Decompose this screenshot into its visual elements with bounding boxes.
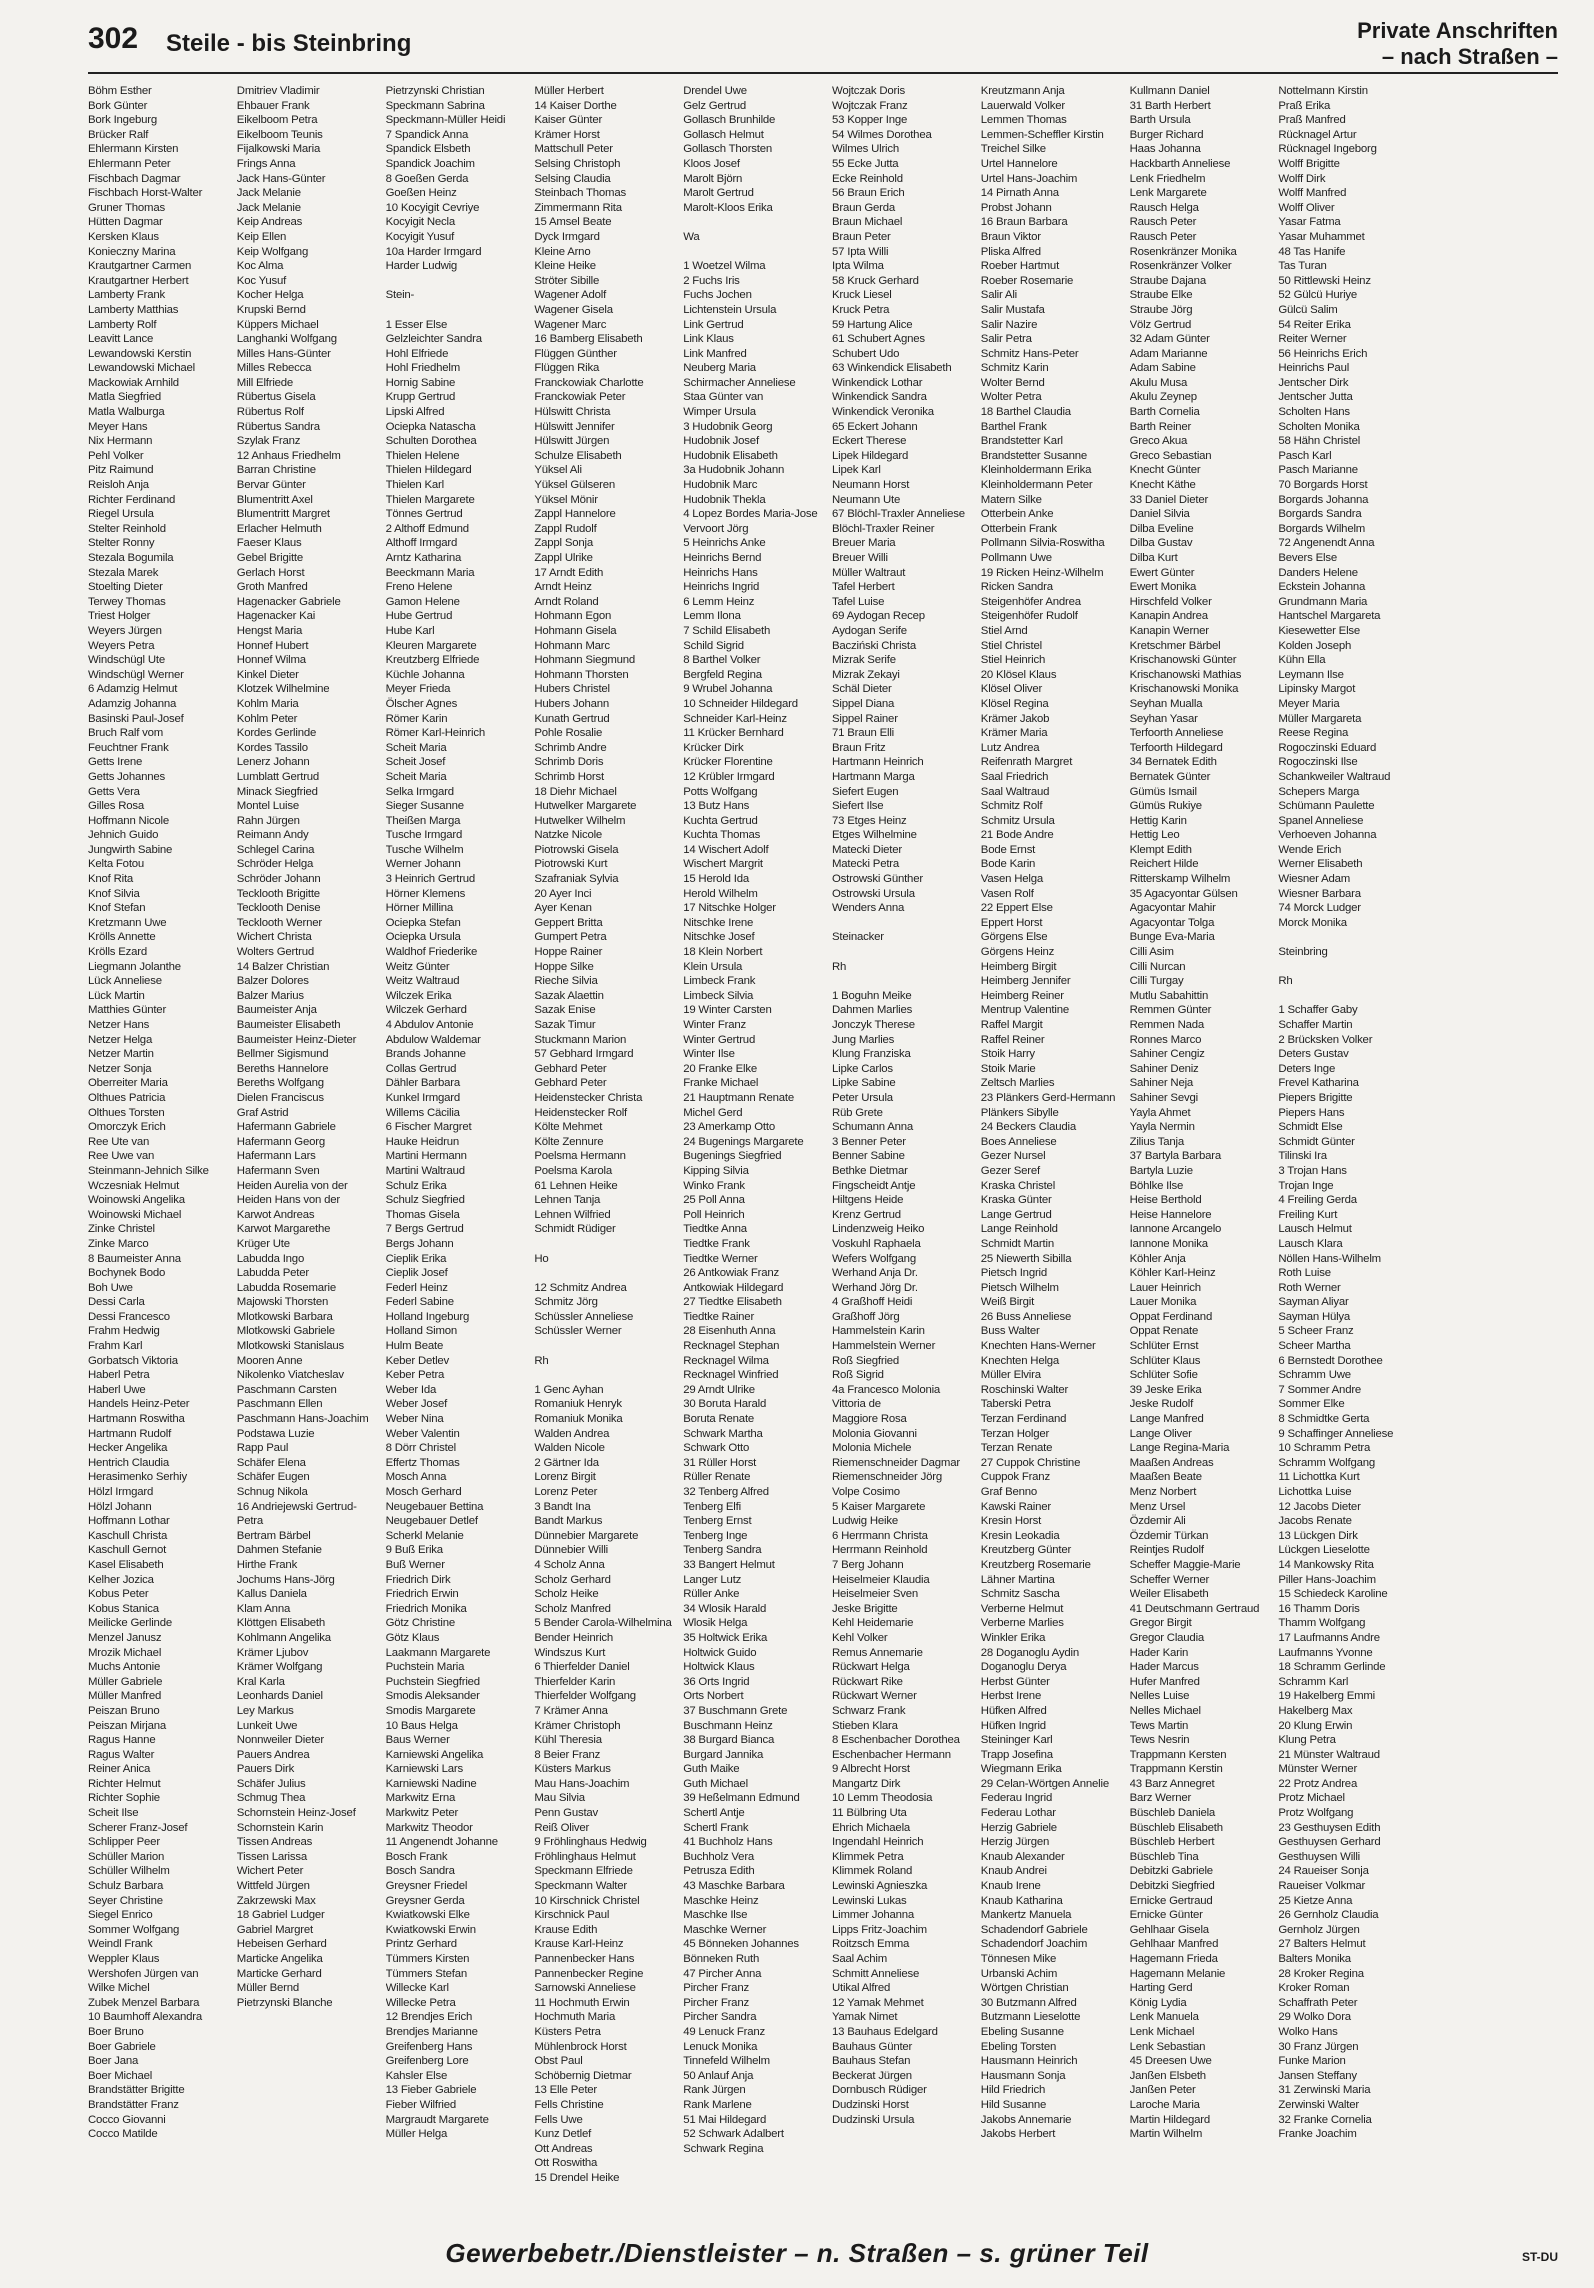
directory-column-4: Müller Herbert 14 Kaiser Dorthe Kaiser Günter Krämer Horst Mattschull Peter Selsing Christoph Selsing Claudia Steinbach Thomas Zimmermann Rita 15 Amsel Beate Dyck Irmgard Kleine Arno Kleine Heike Ströter Sibille Wagener Adolf Wagener Gisela Wagener Marc 16 Bamberg Elisabeth Flüggen Günther Flüggen Rika Franckowiak Charlotte Franckowiak Peter Hülswitt Christa Hülswitt Jennifer Hülswitt Jürgen Schulze Elisabeth Yüksel Ali Yüksel Gülseren Yüksel Mönir Zappl Hannelore Zappl Rudolf Zappl Sonja Zappl Ulrike 17 Arndt Edith Arndt Heinz Arndt Roland Hohmann Egon Hohmann Gisela Hohmann Marc Hohmann Siegmund Hohmann Thorsten Hubers Christel Hubers Johann Kunath Gertrud Pohle Rosalie Schrimb Andre Schrimb Doris Schrimb Horst 18 Diehr Michael Hutwelker Margarete Hutwelker Wilhelm Natzke Nicole Piotrowski Gisela Piotrowski Kurt Szafraniak Sylvia 20 Ayer Inci Ayer Kenan Geppert Britta Gumpert Petra Hoppe Rainer Hoppe Silke Rieche Silvia Sazak Alaettin Sazak Enise Sazak Timur Stuckmann Marion 57 Gebhard Irmgard Gebhard Peter Gebhard Peter Heidenstecker Christa Heidenstecker Rolf Költe Mehmet Költe Zennure Poelsma Hermann Poelsma Karola 61 Lehnen Heike Lehnen Tanja Lehnen Wilfried Schmidt Rüdiger Ho 12 Schmitz Andrea Schmitz Jörg Schüssler Anneliese Schüssler Werner Rh 1 Genc Ayhan Romaniuk Henryk Romaniuk Monika Walden Andrea Walden Nicole 2 Gärtner Ida Lorenz Birgit Lorenz Peter 3 Bandt Ina Bandt Markus Dünnebier Margarete Dünnebier Willi 4 Scholz Anna Scholz Gerhard Scholz Heike Scholz Manfred 5 Bender Carola-Wilhelmina Bender Heinrich Windszus Kurt 6 Thierfelder Daniel Thierfelder Karin Thierfelder Wolfgang 7 Krämer Anna Krämer Christoph Kühl Theresia 8 Beier Franz Küsters Markus Mau Hans-Joachim Mau Silvia Penn Gustav Reiß Oliver 9 Fröhlinghaus Hedwig Fröhlinghaus Helmut Speckmann Elfriede Speckmann Walter 10 Kirschnick Christel Kirschnick Paul Krause Edith Krause Karl-Heinz Pannenbecker Hans Pannenbecker Regine Sarnowski Anneliese 11 Hochmuth Erwin Hochmuth Maria Küsters Petra Mühlenbrock Horst Obst Paul Schöbernig Dietmar 13 Elle Peter Fells Christine Fells Uwe Kunz Detlef Ott Andreas Ott Roswitha 15 Drendel Heike (534, 85, 672, 2184)
footer-note: Gewerbebetr./Dienstleister – n. Straßen – s. grüner Teil (445, 2238, 1149, 2268)
directory-column-7: Kreutzmann Anja Lauerwald Volker Lemmen Thomas Lemmen-Scheffler Kirstin Treichel Silke Urtel Hannelore Urtel Hans-Joachim 14 Pirnath Anna Probst Johann 16 Braun Barbara Braun Viktor Pliska Alfred Roeber Hartmut Roeber Rosemarie Salir Ali Salir Mustafa Salir Nazire Salir Petra Schmitz Hans-Peter Schmitz Karin Wolter Bernd Wolter Petra 18 Barthel Claudia Barthel Frank Brandstetter Karl Brandstetter Susanne Kleinholdermann Erika Kleinholdermann Peter Matern Silke Otterbein Anke Otterbein Frank Pollmann Silvia-Roswitha Pollmann Uwe 19 Ricken Heinz-Wilhelm Ricken Sandra Steigenhöfer Andrea Steigenhöfer Rudolf Stiel Arnd Stiel Christel Stiel Heinrich 20 Klösel Klaus Klösel Oliver Klösel Regina Krämer Jakob Krämer Maria Lutz Andrea Reifenrath Margret Saal Friedrich Saal Waltraud Schmitz Rolf Schmitz Ursula 21 Bode Andre Bode Ernst Bode Karin Vasen Helga Vasen Rolf 22 Eppert Else Eppert Horst Görgens Else Görgens Heinz Heimberg Birgit Heimberg Jennifer Heimberg Reiner Mentrup Valentine Raffel Margit Raffel Reiner Stoik Harry Stoik Marie Zeltsch Marlies 23 Plänkers Gerd-Hermann Plänkers Sibylle 24 Beckers Claudia Boes Anneliese Gezer Nursel Gezer Seref Kraska Christel Kraska Günter Lange Gertrud Lange Reinhold Schmidt Martin 25 Niewerth Sibilla Pietsch Ingrid Pietsch Wilhelm Weiß Birgit 26 Buss Anneliese Buss Walter Knechten Hans-Werner Knechten Helga Müller Elvira Roschinski Walter Taberski Petra Terzan Ferdinand Terzan Holger Terzan Renate 27 Cuppok Christine Cuppok Franz Graf Benno Kawski Rainer Kresin Horst Kresin Leokadia Kreutzberg Günter Kreutzberg Rosemarie Lähner Martina Schmitz Sascha Verberne Helmut Verberne Marlies Winkler Erika 28 Doganoglu Aydin Doganoglu Derya Herbst Günter Herbst Irene Hüfken Alfred Hüfken Ingrid Steininger Karl Trapp Josefina Wiegmann Erika 29 Celan-Wörtgen Annelie Federau Ingrid Federau Lothar Herzig Gabriele Herzig Jürgen Knaub Alexander Knaub Andrei Knaub Irene Knaub Katharina Mankertz Manuela Schadendorf Gabriele Schadendorf Joachim Tönnesen Mike Urbanski Achim Wörtgen Christian 30 Butzmann Alfred Butzmann Lieselotte Ebeling Susanne Ebeling Torsten Hausmann Heinrich Hausmann Sonja Hild Friedrich Hild Susanne Jakobs Annemarie Jakobs Herbert (980, 85, 1116, 2141)
directory-column-1: Böhm Esther Bork Günter Bork Ingeburg Brücker Ralf Ehlermann Kirsten Ehlermann Peter Fischbach Dagmar Fischbach Horst-Walter Gruner Thomas Hütten Dagmar Kersken Klaus Konieczny Marina Krautgartner Carmen Krautgartner Herbert Lamberty Frank Lamberty Matthias Lamberty Rolf Leavitt Lance Lewandowski Kerstin Lewandowski Michael Mackowiak Arnhild Matla Siegfried Matla Walburga Meyer Hans Nix Hermann Pehl Volker Pitz Raimund Reisloh Anja Richter Ferdinand Riegel Ursula Stelter Reinhold Stelter Ronny Stezala Bogumila Stezala Marek Stoelting Dieter Terwey Thomas Triest Holger Weyers Jürgen Weyers Petra Windschügl Ute Windschügl Werner 6 Adamzig Helmut Adamzig Johanna Basinski Paul-Josef Bruch Ralf vom Feuchtner Frank Getts Irene Getts Johannes Getts Vera Gilles Rosa Hoffmann Nicole Jehnich Guido Jungwirth Sabine Kelta Fotou Knof Rita Knof Silvia Knof Stefan Kretzmann Uwe Krölls Annette Krölls Ezard Liegmann Jolanthe Lück Anneliese Lück Martin Matthies Günter Netzer Hans Netzer Helga Netzer Martin Netzer Sonja Oberreiter Maria Olthues Patricia Olthues Torsten Omorczyk Erich Ree Ute van Ree Uwe van Steinmann-Jehnich Silke Wczesniak Helmut Woinowski Angelika Woinowski Michael Zinke Christel Zinke Marco 8 Baumeister Anna Bochynek Bodo Boh Uwe Dessi Carla Dessi Francesco Frahm Hedwig Frahm Karl Gorbatsch Viktoria Haberl Petra Haberl Uwe Handels Heinz-Peter Hartmann Roswitha Hartmann Rudolf Hecker Angelika Hentrich Claudia Herasimenko Serhiy Hölzl Irmgard Hölzl Johann Hoffmann Lothar Kaschull Christa Kaschull Gernot Kasel Elisabeth Kelher Jozica Kobus Peter Kobus Stanica Meilicke Gerlinde Menzel Janusz Mrozik Michael Muchs Antonie Müller Gabriele Müller Manfred Peiszan Bruno Peiszan Mirjana Ragus Hanne Ragus Walter Reiner Anica Richter Helmut Richter Sophie Scheit Ilse Scherer Franz-Josef Schlipper Peer Schüller Marion Schüller Wilhelm Schulz Barbara Seyer Christine Siegel Enrico Sommer Wolfgang Weindl Frank Weppler Klaus Wershofen Jürgen van Wilke Michel Zubek Menzel Barbara 10 Baumhoff Alexandra Boer Bruno Boer Gabriele Boer Jana Boer Michael Brandstätter Brigitte Brandstätter Franz Cocco Giovanni Cocco Matilde (88, 85, 209, 2141)
directory-column-6: Wojtczak Doris Wojtczak Franz 53 Kopper Inge 54 Wilmes Dorothea Wilmes Ulrich 55 Ecke Jutta Ecke Reinhold 56 Braun Erich Braun Gerda Braun Michael Braun Peter 57 Ipta Willi Ipta Wilma 58 Kruck Gerhard Kruck Liesel Kruck Petra 59 Hartung Alice 61 Schubert Agnes Schubert Udo 63 Winkendick Elisabeth Winkendick Lothar Winkendick Sandra Winkendick Veronika 65 Eckert Johann Eckert Therese Lipek Hildegard Lipek Karl Neumann Horst Neumann Ute 67 Blöchl-Traxler Anneliese Blöchl-Traxler Reiner Breuer Maria Breuer Willi Müller Waltraut Tafel Herbert Tafel Luise 69 Aydogan Recep Aydogan Serife Bacziński Christa Mizrak Serife Mizrak Zekayi Schäl Dieter Sippel Diana Sippel Rainer 71 Braun Elli Braun Fritz Hartmann Heinrich Hartmann Marga Siefert Eugen Siefert Ilse 73 Etges Heinz Etges Wilhelmine Matecki Dieter Matecki Petra Ostrowski Günther Ostrowski Ursula Wenders Anna Steinacker Rh 1 Boguhn Meike Dahmen Marlies Jonczyk Therese Jung Marlies Klung Franziska Lipke Carlos Lipke Sabine Peter Ursula Rüb Grete Schumann Anna 3 Benner Peter Benner Sabine Bethke Dietmar Fingscheidt Antje Hiltgens Heide Krenz Gertrud Lindenzweig Heiko Voskuhl Raphaela Wefers Wolfgang Werhand Anja Dr. Werhand Jörg Dr. 4 Graßhoff Heidi Graßhoff Jörg Hammelstein Karin Hammelstein Werner Roß Siegfried Roß Sigrid 4a Francesco Molonia Vittoria de Maggiore Rosa Molonia Giovanni Molonia Michele Riemenschneider Dagmar Riemenschneider Jörg Volpe Cosimo 5 Kaiser Margarete Ludwig Heike 6 Herrmann Christa Herrmann Reinhold 7 Berg Johann Heiselmeier Klaudia Heiselmeier Sven Jeske Brigitte Kehl Heidemarie Kehl Volker Remus Annemarie Rückwart Helga Rückwart Rike Rückwart Werner Schwarz Frank Stieben Klara 8 Eschenbacher Dorothea Eschenbacher Hermann 9 Albrecht Horst Mangartz Dirk 10 Lemm Theodosia 11 Bülbring Uta Ehrich Michaela Ingendahl Heinrich Klimmek Petra Klimmek Roland Lewinski Agnieszka Lewinski Lukas Limmer Johanna Lipps Fritz-Joachim Roitzsch Emma Saal Achim Schmitt Anneliese Utikal Alfred 12 Yamak Mehmet Yamak Nimet 13 Bauhaus Edelgard Bauhaus Günter Bauhaus Stefan Beckerat Jürgen Dornbusch Rüdiger Dudzinski Horst Dudzinski Ursula (832, 85, 965, 2126)
directory-column-2: Dmitriev Vladimir Ehbauer Frank Eikelboom Petra Eikelboom Teunis Fijalkowski Maria Frings Anna Jack Hans-Günter Jack Melanie Jack Melanie Keip Andreas Keip Ellen Keip Wolfgang Koc Alma Koc Yusuf Kocher Helga Krupski Bernd Küppers Michael Langhanki Wolfgang Milles Hans-Günter Milles Rebecca Mill Elfriede Rübertus Gisela Rübertus Rolf Rübertus Sandra Szylak Franz 12 Anhaus Friedhelm Barran Christine Bervar Günter Blumentritt Axel Blumentritt Margret Erlacher Helmuth Faeser Klaus Gebel Brigitte Gerlach Horst Groth Manfred Hagenacker Gabriele Hagenacker Kai Hengst Maria Honnef Hubert Honnef Wilma Kinkel Dieter Klotzek Wilhelmine Kohlm Maria Kohlm Peter Kordes Gerlinde Kordes Tassilo Lenerz Johann Lumblatt Gertrud Minack Siegfried Montel Luise Rahn Jürgen Reimann Andy Schlegel Carina Schröder Helga Schröder Johann Tecklooth Brigitte Tecklooth Denise Tecklooth Werner Wichert Christa Wolters Gertrud 14 Balzer Christian Balzer Dolores Balzer Marius Baumeister Anja Baumeister Elisabeth Baumeister Heinz-Dieter Bellmer Sigismund Bereths Hannelore Bereths Wolfgang Dielen Franciscus Graf Astrid Hafermann Gabriele Hafermann Georg Hafermann Lars Hafermann Sven Heiden Aurelia von der Heiden Hans von der Karwot Andreas Karwot Margarethe Krüger Ute Labudda Ingo Labudda Peter Labudda Rosemarie Majowski Thorsten Mlotkowski Barbara Mlotkowski Gabriele Mlotkowski Stanislaus Mooren Anne Nikolenko Viatcheslav Paschmann Carsten Paschmann Ellen Paschmann Hans-Joachim Podstawa Luzie Rapp Paul Schäfer Elena Schäfer Eugen Schnug Nikola 16 Andriejewski Gertrud-Petra Bertram Bärbel Dahmen Stefanie Hirthe Frank Jochums Hans-Jörg Kallus Daniela Klam Anna Klöttgen Elisabeth Kohlmann Angelika Krämer Ljubov Krämer Wolfgang Kral Karla Leonhards Daniel Ley Markus Lunkeit Uwe Nonnweiler Dieter Pauers Andrea Pauers Dirk Schäfer Julius Schmug Thea Schornstein Heinz-Josef Schornstein Karin Tissen Andreas Tissen Larissa Wichert Peter Wittfeld Jürgen Zakrzewski Max 18 Gabriel Ludger Gabriel Margret Hebeisen Gerhard Marticke Angelika Marticke Gerhard Müller Bernd Pietrzynski Blanche (236, 85, 369, 2009)
footer-code: ST-DU (1522, 2250, 1558, 2264)
directory-column-3: Pietrzynski Christian Speckmann Sabrina Speckmann-Müller Heidi 7 Spandick Anna Spandick Elsbeth Spandick Joachim 8 Goeßen Gerda Goeßen Heinz 10 Kocyigit Cevriye Kocyigit Necla Kocyigit Yusuf 10a Harder Irmgard Harder Ludwig Stein- 1 Esser Else Gelzleichter Sandra Hohl Elfriede Hohl Friedhelm Hornig Sabine Krupp Gertrud Lipski Alfred Ociepka Natascha Schulten Dorothea Thielen Helene Thielen Hildegard Thielen Karl Thielen Margarete Tönnes Gertrud 2 Althoff Edmund Althoff Irmgard Arntz Katharina Beeckmann Maria Freno Helene Gamon Helene Hube Gertrud Hube Karl Kleuren Margarete Kreutzberg Elfriede Küchle Johanna Meyer Frieda Ölscher Agnes Römer Karin Römer Karl-Heinrich Scheit Maria Scheit Josef Scheit Maria Selka Irmgard Sieger Susanne Theißen Marga Tusche Irmgard Tusche Wilhelm Werner Johann 3 Heinrich Gertrud Hörner Klemens Hörner Millina Ociepka Stefan Ociepka Ursula Waldhof Friederike Weitz Günter Weitz Waltraud Wilczek Erika Wilczek Gerhard 4 Abdulov Antonie Abdulow Waldemar Brands Johanne Collas Gertrud Dähler Barbara Kunkel Irmgard Willems Cäcilia 6 Fischer Margret Hauke Heidrun Martini Hermann Martini Waltraud Schulz Erika Schulz Siegfried Thomas Gisela 7 Bergs Gertrud Bergs Johann Cieplik Erika Cieplik Josef Federl Heinz Federl Sabine Holland Ingeburg Holland Simon Hulm Beate Keber Detlev Keber Petra Weber Ida Weber Josef Weber Nina Weber Valentin 8 Dörr Christel Effertz Thomas Mosch Anna Mosch Gerhard Neugebauer Bettina Neugebauer Detlef Scherkl Melanie 9 Buß Erika Buß Werner Friedrich Dirk Friedrich Erwin Friedrich Monika Götz Christine Götz Klaus Laakmann Margarete Puchstein Maria Puchstein Siegfried Smodis Aleksander Smodis Margarete 10 Baus Helga Baus Werner Karniewski Angelika Karniewski Lars Karniewski Nadine Markwitz Erna Markwitz Peter Markwitz Theodor 11 Angenendt Johanne Bosch Frank Bosch Sandra Greysner Friedel Greysner Gerda Kwiatkowski Elke Kwiatkowski Erwin Printz Gerhard Tümmers Kirsten Tümmers Stefan Willecke Karl Willecke Petra 12 Brendjes Erich Brendjes Marianne Greifenberg Hans Greifenberg Lore Kahsler Else 13 Fieber Gabriele Fieber Wilfried Margraudt Margarete Müller Helga (385, 85, 506, 2141)
page-number: 302 (88, 22, 139, 55)
header-right-line1: Private Anschriften (1357, 18, 1558, 43)
header-rule (88, 72, 1558, 74)
directory-column-8: Kullmann Daniel 31 Barth Herbert Barth Ursula Burger Richard Haas Johanna Hackbarth Anneliese Lenk Friedhelm Lenk Margarete Rausch Helga Rausch Peter Rausch Peter Rosenkränzer Monika Rosenkränzer Volker Straube Dajana Straube Elke Straube Jörg Völz Gertrud 32 Adam Günter Adam Marianne Adam Sabine Akulu Musa Akulu Zeynep Barth Cornelia Barth Reiner Greco Akua Greco Sebastian Knecht Günter Knecht Käthe 33 Daniel Dieter Daniel Silvia Dilba Eveline Dilba Gustav Dilba Kurt Ewert Günter Ewert Monika Hirschfeld Volker Kanapin Andrea Kanapin Werner Kretschmer Bärbel Krischanowski Günter Krischanowski Mathias Krischanowski Monika Seyhan Mualla Seyhan Yasar Terfoorth Anneliese Terfoorth Hildegard 34 Bernatek Edith Bernatek Günter Gümüs Ismail Gümüs Rukiye Hettig Karin Hettig Leo Klempt Edith Reichert Hilde Ritterskamp Wilhelm 35 Agacyontar Gülsen Agacyontar Mahir Agacyontar Tolga Bunge Eva-Maria Cilli Asim Cilli Nurcan Cilli Turgay Mutlu Sabahittin Remmen Günter Remmen Nada Ronnes Marco Sahiner Cengiz Sahiner Deniz Sahiner Neja Sahiner Sevgi Yayla Ahmet Yayla Nermin Zilius Tanja 37 Bartyla Barbara Bartyla Luzie Böhlke Ilse Heise Berthold Heise Hannelore Iannone Arcangelo Iannone Monika Köhler Anja Köhler Karl-Heinz Lauer Heinrich Lauer Monika Oppat Ferdinand Oppat Renate Schlüter Ernst Schlüter Klaus Schlüter Sofie 39 Jeske Erika Jeske Rudolf Lange Manfred Lange Oliver Lange Regina-Maria Maaßen Andreas Maaßen Beate Menz Norbert Menz Ursel Özdemir Ali Özdemir Türkan Reintjes Rudolf Scheffer Maggie-Marie Scheffer Werner Weiler Elisabeth 41 Deutschmann Gertraud Gregor Birgit Gregor Claudia Hader Karin Hader Marcus Hufer Manfred Nelles Luise Nelles Michael Tews Martin Tews Nesrin Trappmann Kersten Trappmann Kerstin 43 Barz Annegret Barz Werner Büschleb Daniela Büschleb Elisabeth Büschleb Herbert Büschleb Tina Debitzki Gabriele Debitzki Siegfried Ernicke Gertraud Ernicke Günter Gehlhaar Gisela Gehlhaar Manfred Hagemann Frieda Hagemann Melanie Harting Gerd König Lydia Lenk Manuela Lenk Michael Lenk Sebastian 45 Dreesen Uwe Janßen Elsbeth Janßen Peter Laroche Maria Martin Hildegard Martin Wilhelm (1129, 85, 1260, 2141)
directory-columns (88, 84, 1568, 2204)
directory-column-5: Drendel Uwe Gelz Gertrud Gollasch Brunhilde Gollasch Helmut Gollasch Thorsten Kloos Josef Marolt Björn Marolt Gertrud Marolt-Kloos Erika Wa 1 Woetzel Wilma 2 Fuchs Iris Fuchs Jochen Lichtenstein Ursula Link Gertrud Link Klaus Link Manfred Neuberg Maria Schirmacher Anneliese Staa Günter van Wimper Ursula 3 Hudobnik Georg Hudobnik Josef Hudobnik Elisabeth 3a Hudobnik Johann Hudobnik Marc Hudobnik Thekla 4 Lopez Bordes Maria-Jose Vervoort Jörg 5 Heinrichs Anke Heinrichs Bernd Heinrichs Hans Heinrichs Ingrid 6 Lemm Heinz Lemm Ilona 7 Schild Elisabeth Schild Sigrid 8 Barthel Volker Bergfeld Regina 9 Wrubel Johanna 10 Schneider Hildegard Schneider Karl-Heinz 11 Krücker Bernhard Krücker Dirk Krücker Florentine 12 Krübler Irmgard Potts Wolfgang 13 Butz Hans Kuchta Gertrud Kuchta Thomas 14 Wischert Adolf Wischert Margrit 15 Herold Ida Herold Wilhelm 17 Nitschke Holger Nitschke Irene Nitschke Josef 18 Klein Norbert Klein Ursula Limbeck Frank Limbeck Silvia 19 Winter Carsten Winter Franz Winter Gertrud Winter Ilse 20 Franke Elke Franke Michael 21 Hauptmann Renate Michel Gerd 23 Amerkamp Otto 24 Bugenings Margarete Bugenings Siegfried Kipping Silvia Winko Frank 25 Poll Anna Poll Heinrich Tiedtke Anna Tiedtke Frank Tiedtke Werner 26 Antkowiak Franz Antkowiak Hildegard 27 Tiedtke Elisabeth Tiedtke Rainer 28 Eisenhuth Anna Recknagel Stephan Recknagel Wilma Recknagel Winfried 29 Arndt Ulrike 30 Boruta Harald Boruta Renate Schwark Martha Schwark Otto 31 Rüller Horst Rüller Renate 32 Tenberg Alfred Tenberg Elfi Tenberg Ernst Tenberg Inge Tenberg Sandra 33 Bangert Helmut Langer Lutz Rüller Anke 34 Wlosik Harald Wlosik Helga 35 Holtwick Erika Holtwick Guido Holtwick Klaus 36 Orts Ingrid Orts Norbert 37 Buschmann Grete Buschmann Heinz 38 Burgard Bianca Burgard Jannika Guth Maike Guth Michael 39 Heßelmann Edmund Schertl Antje Schertl Frank 41 Buchholz Hans Buchholz Vera Petrusza Edith 43 Maschke Barbara Maschke Heinz Maschke Ilse Maschke Werner 45 Bönneken Johannes Bönneken Ruth 47 Pircher Anna Pircher Franz Pircher Franz Pircher Sandra 49 Lenuck Franz Lenuck Monika Tinnefeld Wilhelm 50 Anlauf Anja Rank Jürgen Rank Marlene 51 Mai Hildegard 52 Schwark Adalbert Schwark Regina (683, 85, 818, 2155)
header-right-line2: – nach Straßen – (1381, 44, 1558, 69)
page-header (88, 18, 1558, 69)
header-right (1357, 18, 1558, 70)
section-title: Steile - bis Steinbring (166, 30, 412, 57)
directory-column-9: Nottelmann Kirstin Praß Erika Praß Manfred Rücknagel Artur Rücknagel Ingeborg Wolff Brigitte Wolff Dirk Wolff Manfred Wolff Oliver Yasar Fatma Yasar Muhammet 48 Tas Hanife Tas Turan 50 Rittlewski Heinz 52 Gülcü Huriye Gülcü Salim 54 Reiter Erika Reiter Werner 56 Heinrichs Erich Heinrichs Paul Jentscher Dirk Jentscher Jutta Scholten Hans Scholten Monika 58 Hähn Christel Pasch Karl Pasch Marianne 70 Borgards Horst Borgards Johanna Borgards Sandra Borgards Wilhelm 72 Angenendt Anna Bevers Else Danders Helene Eckstein Johanna Grundmann Maria Hantschel Margareta Kiesewetter Else Kolden Joseph Kühn Ella Leymann Ilse Lipinsky Margot Meyer Maria Müller Margareta Reese Regina Rogoczinski Eduard Rogoczinski Ilse Schankweiler Waltraud Schepers Marga Schümann Paulette Spanel Anneliese Verhoeven Johanna Wende Erich Werner Elisabeth Wiesner Adam Wiesner Barbara 74 Morck Ludger Morck Monika Steinbring Rh 1 Schaffer Gaby Schaffer Martin 2 Brücksken Volker Deters Gustav Deters Inge Frevel Katharina Piepers Brigitte Piepers Hans Schmidt Else Schmidt Günter Tilinski Ira 3 Trojan Hans Trojan Inge 4 Freiling Gerda Freiling Kurt Lausch Helmut Lausch Klara Nöllen Hans-Wilhelm Roth Luise Roth Werner Sayman Aliyar Sayman Hülya 5 Scheer Franz Scheer Martha 6 Bernstedt Dorothee Schramm Uwe 7 Sommer Andre Sommer Elke 8 Schmidtke Gerta 9 Schaffinger Anneliese 10 Schramm Petra Schramm Wolfgang 11 Lichottka Kurt Lichottka Luise 12 Jacobs Dieter Jacobs Renate 13 Lückgen Dirk Lückgen Lieselotte 14 Mankowsky Rita Piller Hans-Joachim 15 Schiedeck Karoline 16 Thamm Doris Thamm Wolfgang 17 Laufmanns Andre Laufmanns Yvonne 18 Schramm Gerlinde Schramm Karl 19 Hakelberg Emmi Hakelberg Max 20 Klung Erwin Klung Petra 21 Münster Waltraud Münster Werner 22 Protz Andrea Protz Michael Protz Wolfgang 23 Gesthuysen Edith Gesthuysen Gerhard Gesthuysen Willi 24 Raueiser Sonja Raueiser Volkmar 25 Kietze Anna 26 Gernholz Claudia Gernholz Jürgen 27 Balters Helmut Balters Monika 28 Kroker Regina Kroker Roman Schaffrath Peter 29 Wolko Dora Wolko Hans 30 Franz Jürgen Funke Marion Jansen Steffany 31 Zerwinski Maria Zerwinski Walter 32 Franke Cornelia Franke Joachim (1278, 85, 1394, 2141)
